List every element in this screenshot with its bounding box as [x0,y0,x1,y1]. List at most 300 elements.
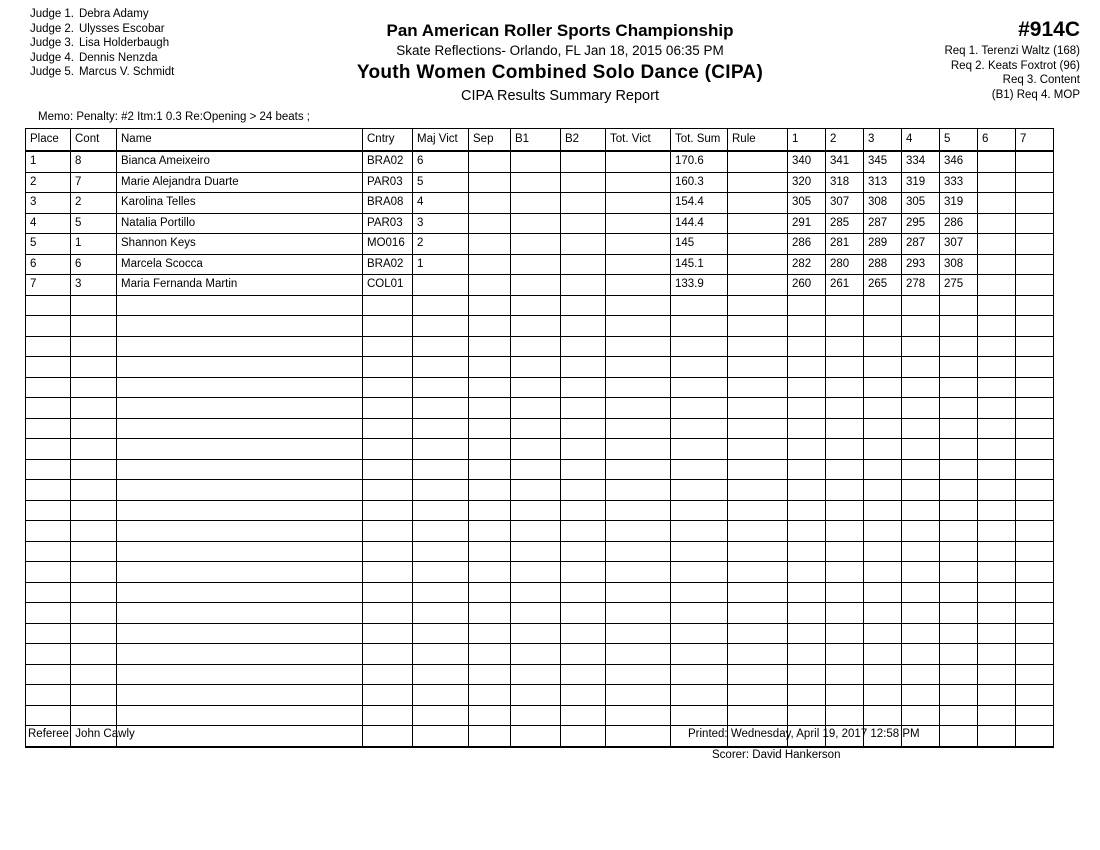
requirement-item: Req 1. Terenzi Waltz (168) [944,45,1080,57]
cell-empty [902,623,940,644]
cell-empty [826,439,864,460]
cell-empty [363,398,413,419]
cell-b2 [561,234,606,255]
referee-label: Referee: John Cawly [28,728,135,740]
table-row-empty [26,459,1054,480]
table-row-empty [26,357,1054,378]
table-row-empty [26,644,1054,665]
cell-totv [606,193,671,214]
cell-empty [940,705,978,726]
cell-cntry: BRA02 [363,254,413,275]
cell-empty [511,459,561,480]
cell-empty [117,705,363,726]
cell-empty [978,664,1016,685]
cell-rule [728,193,788,214]
cell-tots: 160.3 [671,172,728,193]
cell-tots: 154.4 [671,193,728,214]
cell-empty [671,295,728,316]
scorer-label: Scorer: David Hankerson [712,749,841,761]
cell-empty [363,562,413,583]
cell-empty [413,521,469,542]
cell-tots: 133.9 [671,275,728,296]
cell-empty [469,603,511,624]
column-header: 1 [788,129,826,152]
cell-empty [561,623,606,644]
cell-empty [71,316,117,337]
cell-empty [978,521,1016,542]
cell-rule [728,275,788,296]
table-row [26,234,1054,255]
cell-empty [363,664,413,685]
memo-line: Memo: Penalty: #2 Itm:1 0.3 Re:Opening > 24 beats ; [38,111,311,123]
cell-empty [1016,357,1054,378]
cell-empty [26,336,71,357]
cell-empty [606,541,671,562]
cell-judge-score: 280 [826,254,864,275]
cell-empty [363,295,413,316]
cell-place: 1 [26,151,71,172]
cell-judge-score: 334 [902,151,940,172]
cell-judge-score: 261 [826,275,864,296]
cell-empty [117,500,363,521]
cell-empty [413,623,469,644]
cell-rule [728,151,788,172]
cell-empty [413,377,469,398]
judge-number: 1. [64,8,74,20]
cell-empty [1016,644,1054,665]
cell-judge-score [1016,275,1054,296]
cell-empty [469,685,511,706]
cell-empty [902,562,940,583]
cell-empty [902,582,940,603]
cell-empty [606,295,671,316]
cell-empty [117,398,363,419]
cell-empty [413,500,469,521]
cell-empty [902,644,940,665]
cell-empty [1016,316,1054,337]
cell-empty [71,377,117,398]
cell-empty [606,664,671,685]
title-block [300,0,820,105]
cell-empty [902,295,940,316]
cell-empty [902,685,940,706]
cell-tots: 144.4 [671,213,728,234]
cell-empty [902,459,940,480]
cell-empty [606,603,671,624]
cell-empty [940,623,978,644]
cell-empty [1016,541,1054,562]
judge-number: 5. [64,66,74,79]
cell-cntry: COL01 [363,275,413,296]
cell-b2 [561,193,606,214]
cell-judge-score: 319 [940,193,978,214]
cell-empty [978,582,1016,603]
cell-empty [728,357,788,378]
cell-empty [26,439,71,460]
cell-judge-score: 313 [864,172,902,193]
cell-b2 [561,275,606,296]
cell-judge-score: 346 [940,151,978,172]
cell-empty [826,336,864,357]
cell-empty [363,439,413,460]
cell-empty [728,664,788,685]
cell-empty [561,603,606,624]
cell-judge-score [978,151,1016,172]
cell-empty [788,439,826,460]
column-header: Maj Vict [413,129,469,152]
cell-totv [606,172,671,193]
event-code: #914C [1018,18,1080,41]
cell-empty [826,582,864,603]
cell-judge-score: 308 [864,193,902,214]
cell-sep [469,213,511,234]
cell-judge-score: 308 [940,254,978,275]
cell-empty [363,521,413,542]
cell-empty [864,623,902,644]
cell-name: Marie Alejandra Duarte [117,172,363,193]
cell-cntry: MO016 [363,234,413,255]
cell-empty [864,603,902,624]
cell-empty [117,377,363,398]
cell-judge-score: 286 [788,234,826,255]
cell-empty [902,439,940,460]
cell-empty [788,664,826,685]
cell-empty [978,480,1016,501]
cell-empty [728,644,788,665]
cell-empty [26,377,71,398]
table-row-empty [26,582,1054,603]
cell-cntry: BRA02 [363,151,413,172]
report-subtitle: CIPA Results Summary Report [461,88,659,104]
requirement-item: Req 3. Content [1002,74,1080,86]
cell-empty [864,521,902,542]
cell-empty [671,664,728,685]
cell-empty [469,418,511,439]
table-row-empty [26,705,1054,726]
cell-empty [728,459,788,480]
cell-empty [788,623,826,644]
cell-empty [363,418,413,439]
cell-empty [117,623,363,644]
cell-empty [561,295,606,316]
cell-b1 [511,151,561,172]
cell-judge-score: 340 [788,151,826,172]
judge-label: Judge [30,22,62,35]
column-header: 2 [826,129,864,152]
cell-maj [413,275,469,296]
judge-label: Judge [30,8,62,20]
cell-empty [117,357,363,378]
cell-empty [728,439,788,460]
cell-empty [1016,459,1054,480]
cell-empty [71,357,117,378]
cell-empty [511,357,561,378]
table-header-row [26,129,1054,152]
table-row-empty [26,500,1054,521]
cell-empty [363,685,413,706]
cell-empty [71,418,117,439]
cell-judge-score: 289 [864,234,902,255]
table-row [26,275,1054,296]
cell-empty [413,439,469,460]
cell-empty [606,439,671,460]
cell-judge-score [1016,151,1054,172]
cell-empty [511,500,561,521]
cell-totv [606,254,671,275]
cell-empty [511,295,561,316]
cell-judge-score [978,213,1016,234]
cell-empty [788,459,826,480]
cell-maj: 4 [413,193,469,214]
cell-empty [606,316,671,337]
cell-empty [561,439,606,460]
cell-empty [606,644,671,665]
cell-empty [469,295,511,316]
cell-empty [363,582,413,603]
cell-b1 [511,172,561,193]
cell-empty [728,316,788,337]
cell-empty [71,336,117,357]
cell-name: Natalia Portillo [117,213,363,234]
cell-empty [363,500,413,521]
cell-empty [561,644,606,665]
cell-empty [826,541,864,562]
column-header: 5 [940,129,978,152]
cell-empty [511,336,561,357]
cell-empty [826,623,864,644]
cell-empty [902,336,940,357]
cell-empty [864,582,902,603]
cell-empty [26,459,71,480]
cell-judge-score [1016,213,1054,234]
cell-sep [469,234,511,255]
cell-judge-score: 305 [902,193,940,214]
cell-empty [413,459,469,480]
cell-empty [671,644,728,665]
cell-cont: 5 [71,213,117,234]
cell-empty [561,541,606,562]
cell-empty [940,603,978,624]
table-row [26,254,1054,275]
cell-cntry: PAR03 [363,213,413,234]
cell-empty [469,459,511,480]
cell-empty [363,377,413,398]
cell-judge-score [978,234,1016,255]
cell-empty [413,295,469,316]
cell-empty [469,664,511,685]
cell-judge-score: 319 [902,172,940,193]
cell-empty [826,480,864,501]
cell-totv [606,234,671,255]
cell-empty [71,541,117,562]
cell-empty [1016,439,1054,460]
cell-empty [26,398,71,419]
cell-rule [728,213,788,234]
cell-maj: 1 [413,254,469,275]
cell-empty [864,705,902,726]
cell-empty [363,336,413,357]
column-header: 3 [864,129,902,152]
column-header: B2 [561,129,606,152]
cell-maj: 6 [413,151,469,172]
cell-empty [728,480,788,501]
cell-empty [26,562,71,583]
cell-empty [117,582,363,603]
cell-empty [606,500,671,521]
cell-empty [864,398,902,419]
cell-empty [826,705,864,726]
cell-empty [978,316,1016,337]
cell-empty [902,377,940,398]
cell-empty [117,418,363,439]
cell-empty [788,336,826,357]
cell-empty [511,541,561,562]
requirement-item: (B1) Req 4. MOP [991,88,1080,101]
cell-empty [26,685,71,706]
cell-empty [864,418,902,439]
table-row-empty [26,418,1054,439]
cell-empty [978,439,1016,460]
cell-empty [469,336,511,357]
cell-empty [413,685,469,706]
cell-judge-score: 305 [788,193,826,214]
judge-number: 3. [64,37,74,50]
judge-entry [30,7,174,22]
cell-empty [469,705,511,726]
cell-empty [71,562,117,583]
cell-empty [561,316,606,337]
cell-empty [606,418,671,439]
cell-empty [788,316,826,337]
judge-name: Lisa Holderbaugh [78,37,170,50]
judge-entry [30,22,174,37]
column-header: 7 [1016,129,1054,152]
cell-empty [940,521,978,542]
cell-empty [826,377,864,398]
cell-empty [26,664,71,685]
cell-empty [671,705,728,726]
cell-empty [561,521,606,542]
cell-empty [671,439,728,460]
judge-entry [30,65,174,80]
cell-cntry: PAR03 [363,172,413,193]
cell-empty [511,664,561,685]
cell-empty [71,295,117,316]
cell-empty [864,480,902,501]
cell-maj: 5 [413,172,469,193]
cell-empty [671,623,728,644]
cell-sep [469,275,511,296]
cell-empty [71,582,117,603]
cell-empty [606,623,671,644]
cell-empty [671,357,728,378]
cell-empty [1016,582,1054,603]
cell-empty [606,377,671,398]
cell-empty [940,685,978,706]
cell-empty [671,316,728,337]
cell-judge-score [978,193,1016,214]
cell-empty [26,644,71,665]
cell-empty [864,377,902,398]
cell-empty [413,664,469,685]
table-row-empty [26,623,1054,644]
cell-judge-score [1016,193,1054,214]
printed-timestamp: Printed: Wednesday, April 19, 2017 12:58 PM [688,728,920,740]
cell-judge-score: 291 [788,213,826,234]
cell-empty [671,398,728,419]
cell-judge-score [978,275,1016,296]
cell-empty [940,398,978,419]
cell-empty [363,480,413,501]
cell-empty [728,336,788,357]
judges-panel [30,7,174,80]
cell-judge-score: 288 [864,254,902,275]
cell-empty [469,398,511,419]
cell-place: 5 [26,234,71,255]
cell-empty [902,500,940,521]
cell-empty [671,336,728,357]
cell-empty [511,521,561,542]
cell-empty [788,521,826,542]
cell-empty [788,500,826,521]
cell-empty [864,316,902,337]
cell-sep [469,193,511,214]
cell-empty [117,480,363,501]
cell-empty [671,500,728,521]
cell-empty [728,295,788,316]
cell-empty [511,418,561,439]
table-row [26,172,1054,193]
cell-empty [826,418,864,439]
cell-empty [940,316,978,337]
cell-empty [511,562,561,583]
cell-empty [728,623,788,644]
cell-empty [1016,418,1054,439]
cell-empty [788,603,826,624]
cell-empty [561,480,606,501]
cell-empty [117,644,363,665]
cell-empty [940,418,978,439]
cell-cont: 8 [71,151,117,172]
cell-empty [864,664,902,685]
cell-judge-score: 287 [864,213,902,234]
cell-empty [511,582,561,603]
cell-empty [671,541,728,562]
cell-empty [413,541,469,562]
cell-empty [1016,705,1054,726]
cell-empty [978,418,1016,439]
judge-number: 2. [64,22,74,35]
cell-empty [788,541,826,562]
cell-place: 6 [26,254,71,275]
event-title: Youth Women Combined Solo Dance (CIPA) [356,62,764,83]
cell-empty [117,541,363,562]
cell-empty [469,377,511,398]
cell-empty [940,500,978,521]
requirement-item: Req 2. Keats Foxtrot (96) [950,59,1080,72]
cell-cont: 7 [71,172,117,193]
cell-judge-score: 293 [902,254,940,275]
cell-judge-score [1016,234,1054,255]
cell-empty [561,705,606,726]
cell-empty [511,377,561,398]
cell-empty [940,357,978,378]
cell-empty [606,459,671,480]
cell-empty [788,418,826,439]
cell-judge-score: 287 [902,234,940,255]
cell-rule [728,254,788,275]
cell-empty [71,685,117,706]
